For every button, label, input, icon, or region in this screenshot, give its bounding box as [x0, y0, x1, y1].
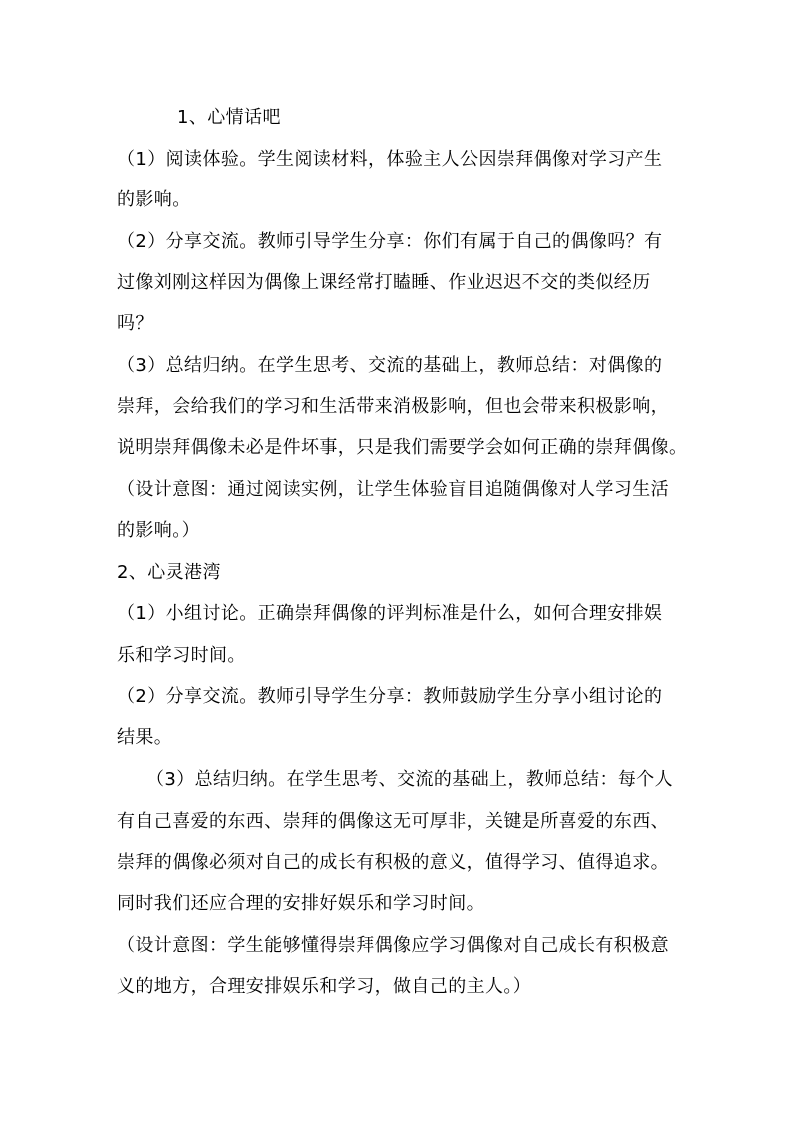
- paragraph-line: （3）总结归纳。在学生思考、交流的基础上，教师总结：对偶像的: [117, 355, 663, 376]
- paragraph-line: 说明崇拜偶像未必是件坏事，只是我们需要学会如何正确的崇拜偶像。: [117, 437, 688, 458]
- paragraph-line: 结果。: [117, 727, 173, 748]
- section-heading-2: 2、心灵港湾: [117, 562, 221, 583]
- paragraph-line: （3）总结归纳。在学生思考、交流的基础上，教师总结：每个人: [146, 769, 674, 790]
- paragraph-line: 过像刘刚这样因为偶像上课经常打瞌睡、作业迟迟不交的类似经历: [117, 272, 651, 293]
- paragraph-line: （设计意图：通过阅读实例，让学生体验盲目追随偶像对人学习生活: [117, 479, 669, 500]
- paragraph-line: 崇拜的偶像必须对自己的成长有积极的意义，值得学习、值得追求。: [117, 852, 669, 873]
- paragraph-line: 的影响。: [117, 189, 191, 210]
- paragraph-line: 乐和学习时间。: [117, 645, 246, 666]
- paragraph-line: （设计意图：学生能够懂得崇拜偶像应学习偶像对自己成长有积极意: [117, 935, 669, 956]
- paragraph-line: （2）分享交流。教师引导学生分享：教师鼓励学生分享小组讨论的: [117, 686, 663, 707]
- section-heading-1: 1、心情话吧: [177, 107, 281, 128]
- paragraph-line: （1）小组讨论。正确崇拜偶像的评判标准是什么，如何合理安排娱: [117, 603, 663, 624]
- paragraph-line: （2）分享交流。教师引导学生分享：你们有属于自己的偶像吗？有: [117, 231, 663, 252]
- paragraph-line: 崇拜，会给我们的学习和生活带来消极影响，但也会带来积极影响，: [117, 396, 669, 417]
- paragraph-line: 的影响。）: [117, 520, 200, 541]
- paragraph-line: 吗？: [117, 313, 154, 334]
- paragraph-line: （1）阅读体验。学生阅读材料，体验主人公因崇拜偶像对学习产生: [117, 149, 663, 170]
- paragraph-line: 同时我们还应合理的安排好娱乐和学习时间。: [117, 893, 485, 914]
- paragraph-line: 有自己喜爱的东西、崇拜的偶像这无可厚非，关键是所喜爱的东西、: [117, 811, 669, 832]
- paragraph-line: 义的地方，合理安排娱乐和学习，做自己的主人。）: [117, 976, 532, 997]
